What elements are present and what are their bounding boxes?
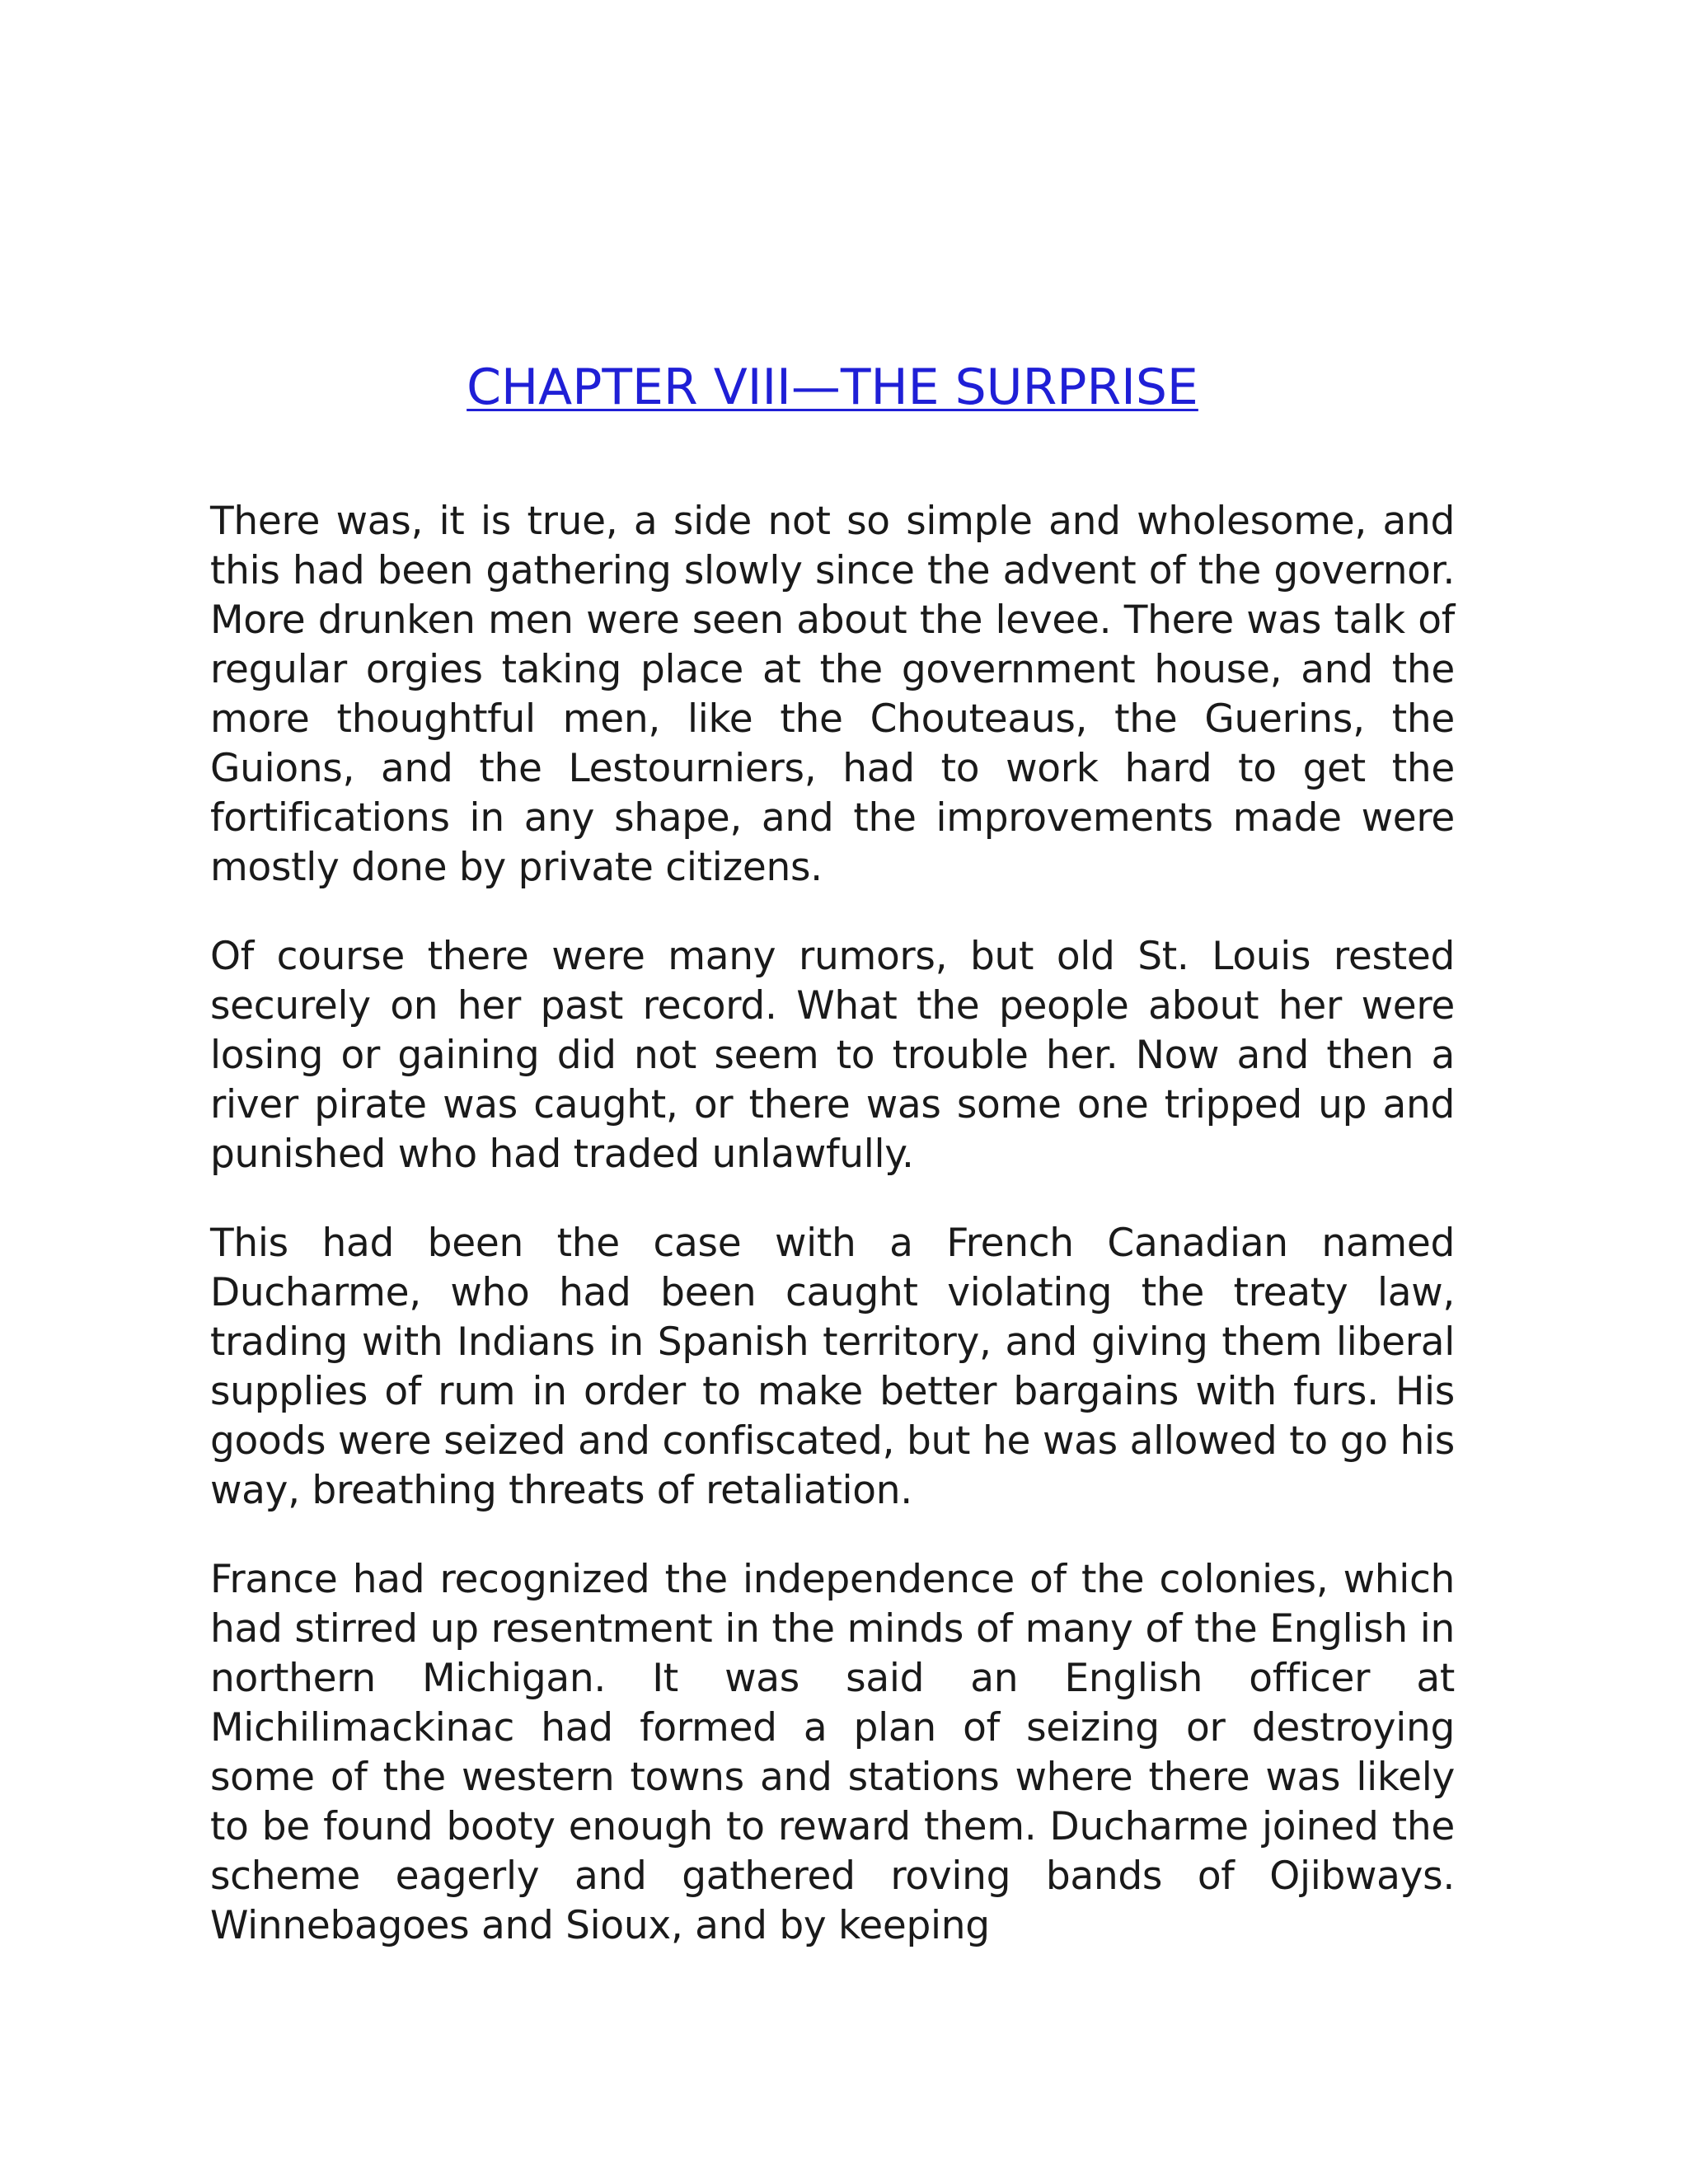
paragraph: This had been the case with a French Canadian named Ducharme, who had been caught violating the treaty law, trading with Indians in Spanish territory, and giving them liberal supplies of rum in order to make better bargains with furs. His goods were seized and confiscated, but he was allowed to go his way, breathing threats of retaliation. [210,1221,1455,1513]
chapter-title-link[interactable]: CHAPTER VIII—THE SURPRISE [467,359,1198,416]
paragraph: There was, it is true, a side not so simple and wholesome, and this had been gathering slowly since the advent of the governor. More drunken men were seen about the levee. There was talk of regular orgies taking place at the government house, and the more thoughtful men, like the Chouteaus, the Guerins, the Guions, and the Lestourniers, had to work hard to get the fortifications in any shape, and the improvements made were mostly done by private citizens. [210,499,1455,890]
paragraph: France had recognized the independence of the colonies, which had stirred up resentment in the minds of many of the English in northern Michigan. It was said an English officer at Michilimackinac had formed a plan of seizing or destroying some of the western towns and stations where there was likely to be found booty enough to reward them. Ducharme joined the scheme eagerly and gathered roving bands of Ojibways. Winnebagoes and Sioux, and by keeping [210,1557,1455,1948]
paragraph: Of course there were many rumors, but old St. Louis rested securely on her past record. What the people about her were losing or gaining did not seem to trouble her. Now and then a river pirate was caught, or there was some one tripped up and punished who had traded unlawfully. [210,934,1455,1177]
chapter-body [210,497,1455,1990]
